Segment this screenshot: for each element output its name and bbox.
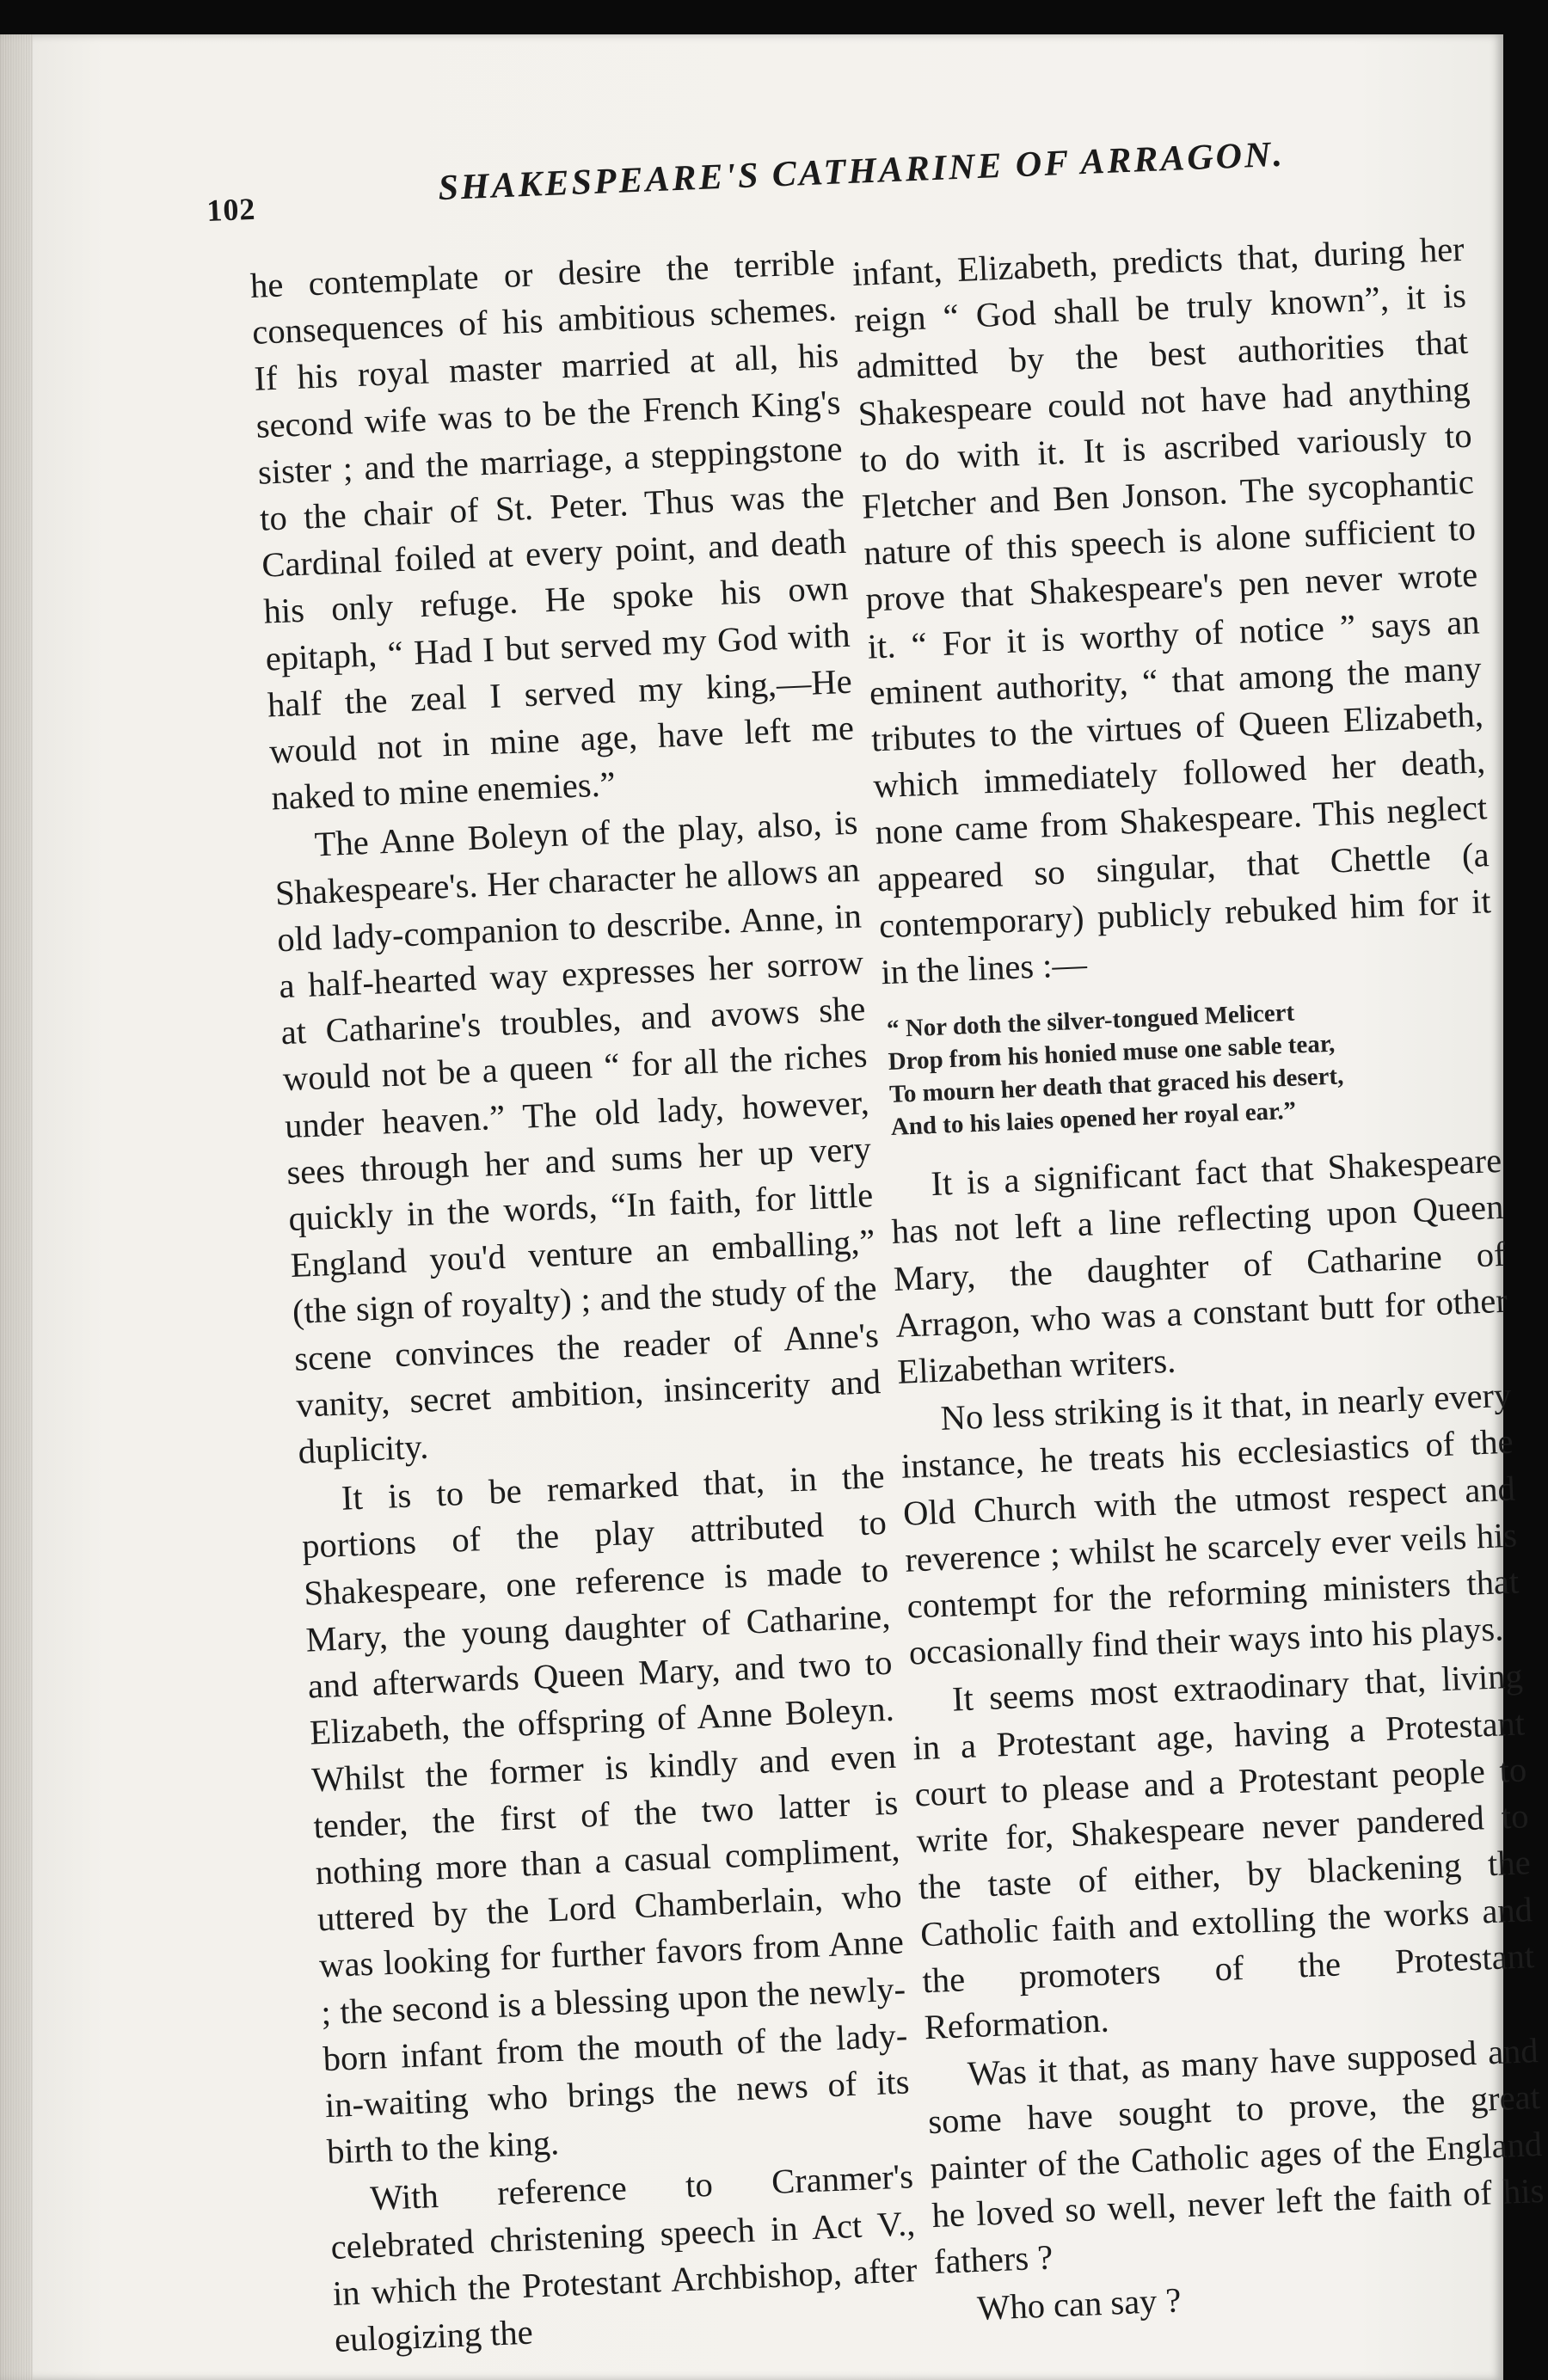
verse-line: Drop from his honied muse one sable tear,	[888, 1029, 1336, 1077]
verse-line: And to his laies opened her royal ear.”	[890, 1096, 1297, 1142]
verse-line: “ Nor doth the silver-tongued Melicert	[886, 998, 1295, 1044]
paragraph: With reference to Cranmer's celebrated christening speech in Act V., in which the Protestant Archbishop, after eulogizing the	[329, 2156, 918, 2359]
paragraph: No less striking is it that, in nearly every instance, he treats his ecclesiastics of the Old Church with the utmost respect and reverence ; whilst he scarcely ever veils his contempt for the reforming ministers that occasionally find their ways into his plays.	[900, 1375, 1520, 1672]
right-column	[851, 226, 1548, 2334]
paragraph: It is a significant fact that Shakespeare has not left a line reflecting upon Queen Mary, the daughter of Catharine of Arragon, who was a constant butt for other Elizabethan writers.	[890, 1141, 1508, 1391]
verse-line: To mourn her death that graced his desert,	[888, 1062, 1344, 1109]
paragraph: he contemplate or desire the terrible consequences of his ambitious schemes. If his royal master married at all, his second wife was to be the French King's sister ; and the marriage, a steppingstone to the chair of St. Peter. Thus was the Cardinal foiled at every point, and death his only refuge. He spoke his own epitaph, “ Had I but served my God with half the zeal I served my king,—He would not in mine age, have left me naked to mine enemies.”	[249, 242, 855, 818]
paragraph: infant, Elizabeth, predicts that, during her reign “ God shall be truly known”, it is admitted by the best authorities that Shakespeare could not have had anything to do with it. It is ascribed variously to Fletcher and Ben Jonson. The sycophantic nature of this speech is alone sufficient to prove that Shakespeare's pen never wrote it. “ For it is worthy of notice ” says an eminent authority, “ that among the many tributes to the virtues of Queen Elizabeth, which immediately followed her death, none came from Shakespeare. This neglect appeared so singular, that Chettle (a contemporary) publicly rebuked him for it in the lines :—	[851, 229, 1492, 992]
paragraph: It seems most extraodinary that, living in a Protestant age, having a Protestant court to please and a Protestant people to write for, Shakespeare never pandered to the taste of either, by blackening the Catholic faith and extolling the works and the promoters of the Protestant Reformation.	[912, 1656, 1535, 2047]
verse-quotation	[886, 988, 1500, 1144]
paragraph: The Anne Boleyn of the play, also, is Shakespeare's. Her character he allows an old lady-companion to describe. Anne, in a half-hearted way expresses her sorrow at Catharine's troubles, and avows she would not be a queen “ for all the riches under heaven.” The old lady, however, sees through her and sums her up very quickly in the words, “In faith, for little England you'd venture an emballing,” (the sign of royalty) ; and the study of the scene convinces the reader of Anne's vanity, secret ambition, insincerity and duplicity.	[274, 803, 882, 1471]
page-gutter-edge	[0, 34, 33, 2380]
paragraph: Was it that, as many have supposed and some have sought to prove, the great painter of the Catholic ages of the England he loved so well, never left the faith of his fathers ?	[927, 2031, 1545, 2281]
paragraph: Who can say ?	[976, 2280, 1182, 2328]
running-title: SHAKESPEARE'S CATHARINE OF ARRAGON.	[437, 134, 1286, 209]
left-column	[249, 239, 920, 2364]
page-number: 102	[206, 191, 257, 228]
paragraph: It is to be remarked that, in the portions of the play attributed to Shakespeare, one reference is made to Mary, the young daughter of Catharine, and afterwards Queen Mary, and two to Elizabeth, the offspring of Anne Boleyn. Whilst the former is kindly and even tender, the first of the two latter is nothing more than a casual compliment, uttered by the Lord Chamberlain, who was looking for further favors from Anne ; the second is a blessing upon the newly-born infant from the mouth of the lady-in-waiting who brings the news of its birth to the king.	[301, 1457, 911, 2172]
